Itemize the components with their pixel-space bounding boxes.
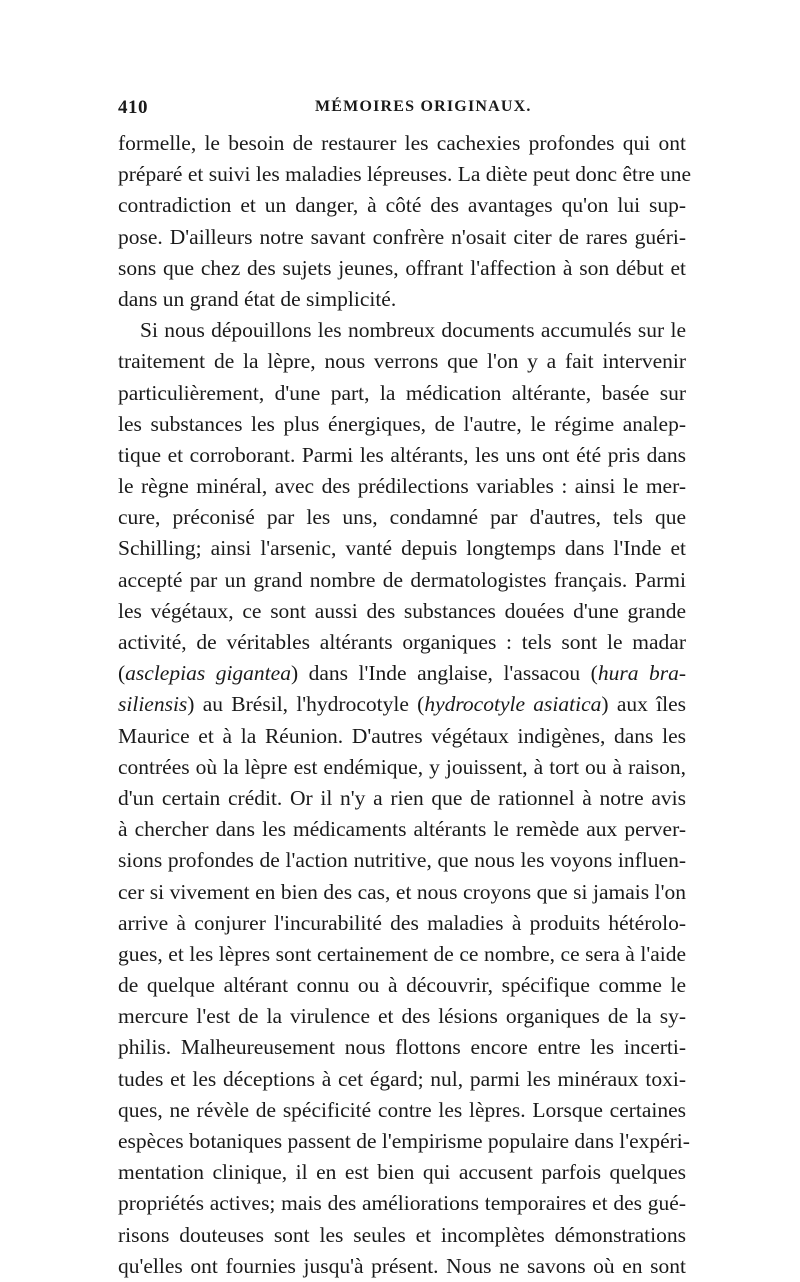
text-line: philis. Malheureusement nous flottons encore entre les incerti- xyxy=(118,1035,686,1060)
text-line: espèces botaniques passent de l'empirisme populaire dans l'expéri- xyxy=(118,1129,690,1153)
text-segment: ) au Brésil, l'hydrocotyle ( xyxy=(187,692,425,717)
text-line: sions profondes de l'action nutritive, que nous les voyons influen- xyxy=(118,848,686,873)
page-number: 410 xyxy=(118,97,148,118)
text-line: risons douteuses sont les seules et incomplètes démonstrations xyxy=(118,1222,686,1247)
italic-term: asclepias gigantea xyxy=(125,661,291,686)
text-segment: ( xyxy=(118,661,126,686)
text-line: cer si vivement en bien des cas, et nous croyons que si jamais l'on xyxy=(118,879,686,904)
body-text xyxy=(118,128,692,1282)
text-line: Si nous dépouillons les nombreux documents accumulés sur le xyxy=(140,318,686,343)
text-segment: ) dans l'Inde anglaise, l'assacou ( xyxy=(290,661,598,686)
text-line: tique et corroborant. Parmi les altérants, les uns ont été pris dans xyxy=(118,442,686,467)
text-line: à chercher dans les médicaments altérants le remède aux perver- xyxy=(118,817,686,842)
text-line: les végétaux, ce sont aussi des substances douées d'une grande xyxy=(118,598,686,623)
italic-term: hura bra- xyxy=(597,661,686,686)
text-line: préparé et suivi les maladies lépreuses. La diète peut donc être une xyxy=(118,162,692,187)
text-line: Schilling; ainsi l'arsenic, vanté depuis longtemps dans l'Inde et xyxy=(118,536,686,561)
text-line: dans un grand état de simplicité. xyxy=(118,286,397,311)
text-line xyxy=(118,658,686,689)
italic-term: siliensis xyxy=(118,692,188,717)
text-line: particulièrement, d'une part, la médication altérante, basée sur xyxy=(118,380,686,405)
italic-term: hydrocotyle asiatica xyxy=(424,692,602,717)
text-line xyxy=(118,689,686,720)
text-segment: ) aux îles xyxy=(601,692,686,717)
text-line: d'un certain crédit. Or il n'y a rien que de rationnel à notre avis xyxy=(118,785,686,810)
text-line: formelle, le besoin de restaurer les cachexies profondes qui ont xyxy=(118,131,686,155)
text-line: propriétés actives; mais des améliorations temporaires et des gué- xyxy=(118,1191,686,1216)
text-line: le règne minéral, avec des prédilections variables : ainsi le mer- xyxy=(118,474,686,499)
page-header xyxy=(118,97,686,125)
text-line: cure, préconisé par les uns, condamné par d'autres, tels que xyxy=(118,505,686,530)
text-line: qu'elles ont fournies jusqu'à présent. Nous ne savons où en sont xyxy=(118,1253,686,1278)
text-line: sons que chez des sujets jeunes, offrant l'affection à son début et xyxy=(118,255,686,280)
text-line: mercure l'est de la virulence et des lésions organiques de la sy- xyxy=(118,1004,686,1029)
text-line: les substances les plus énergiques, de l'autre, le régime analep- xyxy=(118,411,686,436)
text-line: contrées où la lèpre est endémique, y jouissent, à tort ou à raison, xyxy=(118,754,686,779)
text-line: mentation clinique, il en est bien qui accusent parfois quelques xyxy=(118,1160,686,1185)
text-line: traitement de la lèpre, nous verrons que l'on y a fait intervenir xyxy=(118,349,686,374)
text-line: contradiction et un danger, à côté des avantages qu'on lui sup- xyxy=(118,193,686,218)
text-line: tudes et les déceptions à cet égard; nul, parmi les minéraux toxi- xyxy=(118,1066,686,1091)
text-line: pose. D'ailleurs notre savant confrère n'osait citer de rares guéri- xyxy=(118,224,686,249)
text-line: de quelque altérant connu ou à découvrir, spécifique comme le xyxy=(118,973,686,998)
text-line: Maurice et à la Réunion. D'autres végétaux indigènes, dans les xyxy=(118,723,686,748)
text-line: accepté par un grand nombre de dermatologistes français. Parmi xyxy=(118,567,686,592)
text-line: arrive à conjurer l'incurabilité des maladies à produits hétérolo- xyxy=(118,910,686,935)
text-line: activité, de véritables altérants organiques : tels sont le madar xyxy=(118,630,686,654)
text-line: ques, ne révèle de spécificité contre les lèpres. Lorsque certaines xyxy=(118,1097,686,1122)
text-line: gues, et les lèpres sont certainement de ce nombre, ce sera à l'aide xyxy=(118,941,686,966)
running-head: MÉMOIRES ORIGINAUX. xyxy=(315,98,532,115)
